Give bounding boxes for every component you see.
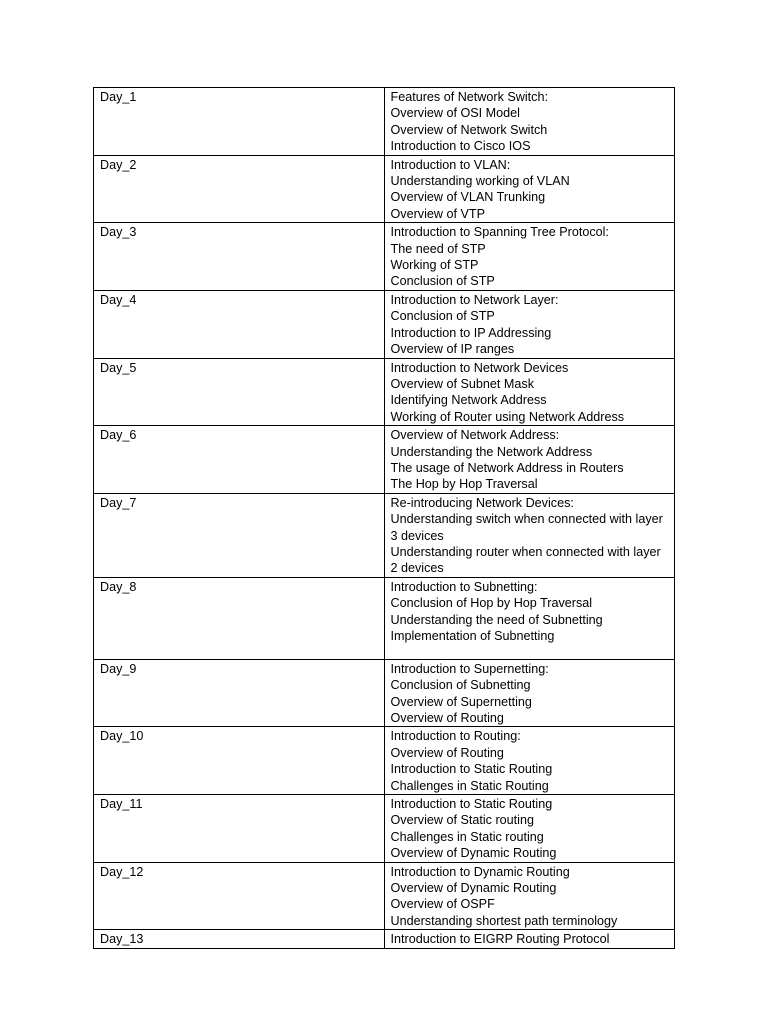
day-label: Day_2 — [100, 157, 137, 172]
day-cell — [94, 795, 385, 863]
topic-line: Overview of VTP — [390, 206, 485, 221]
day-cell — [94, 155, 385, 223]
topics-cell — [384, 493, 675, 577]
topic-line: Conclusion of Subnetting — [390, 678, 531, 693]
topic-line: Introduction to IP Addressing — [390, 325, 552, 340]
topic-line: Introduction to Cisco IOS — [390, 139, 531, 154]
topic-line: Overview of Supernetting — [390, 694, 532, 709]
topic-line: Understanding switch when connected with layer 3 devices — [390, 512, 663, 543]
table-row — [94, 862, 675, 930]
topic-line: Overview of IP ranges — [390, 342, 515, 357]
day-label: Day_10 — [100, 729, 144, 744]
course-schedule-table — [93, 87, 675, 949]
topics-cell — [384, 795, 675, 863]
table-row — [94, 493, 675, 577]
topic-line: Conclusion of Hop by Hop Traversal — [390, 596, 593, 611]
topic-line: Conclusion of STP — [390, 309, 495, 324]
topic-line: Conclusion of STP — [390, 274, 495, 289]
topic-line: Overview of Dynamic Routing — [390, 881, 557, 896]
day-label: Day_11 — [100, 797, 143, 812]
topics-cell — [384, 223, 675, 291]
table-row — [94, 795, 675, 863]
topic-line: Understanding working of VLAN — [390, 174, 570, 189]
schedule-table-body — [94, 88, 675, 949]
table-row — [94, 727, 675, 795]
table-row — [94, 88, 675, 156]
topic-line: Introduction to Subnetting: — [390, 579, 538, 594]
day-cell — [94, 577, 385, 659]
day-cell — [94, 493, 385, 577]
day-cell — [94, 290, 385, 358]
day-cell — [94, 862, 385, 930]
day-cell — [94, 930, 385, 948]
topics-cell — [384, 358, 675, 426]
topic-line: Features of Network Switch: — [390, 90, 548, 104]
day-label: Day_9 — [100, 661, 137, 676]
day-cell — [94, 358, 385, 426]
table-row — [94, 290, 675, 358]
day-label: Day_7 — [100, 495, 137, 510]
topic-line: Challenges in Static Routing — [390, 778, 549, 793]
day-cell — [94, 88, 385, 156]
topic-line: Understanding the Network Address — [390, 444, 593, 459]
topics-cell — [384, 577, 675, 659]
topics-cell — [384, 930, 675, 948]
table-row — [94, 223, 675, 291]
topic-line: Overview of Static routing — [390, 813, 534, 828]
day-label: Day_5 — [100, 360, 137, 375]
table-row — [94, 426, 675, 494]
topic-line: Working of STP — [390, 258, 479, 273]
day-cell — [94, 727, 385, 795]
topic-line: Overview of Network Address: — [390, 428, 560, 443]
topic-line: Overview of VLAN Trunking — [390, 190, 546, 205]
topic-line: Implementation of Subnetting — [390, 629, 555, 643]
topic-line: Introduction to Spanning Tree Protocol: — [390, 225, 609, 240]
topic-line: Overview of OSI Model — [390, 106, 520, 121]
topic-line: Introduction to Network Devices — [390, 360, 569, 375]
topic-line: The need of STP — [390, 241, 486, 256]
topic-line: Introduction to Static Routing — [390, 797, 553, 812]
topic-line: Introduction to Static Routing — [390, 762, 553, 777]
day-cell — [94, 223, 385, 291]
topic-line: Understanding router when connected with layer 2 devices — [390, 544, 661, 576]
topic-line: Understanding shortest path terminology — [390, 913, 618, 928]
topic-line: Introduction to Dynamic Routing — [390, 864, 570, 879]
topic-line: Working of Router using Network Address — [390, 409, 625, 424]
topic-line: Introduction to Supernetting: — [390, 661, 549, 676]
topic-line: Overview of Network Switch — [390, 122, 548, 137]
table-row — [94, 155, 675, 223]
topic-line: Identifying Network Address — [390, 393, 547, 408]
day-label: Day_3 — [100, 225, 137, 240]
topics-cell — [384, 862, 675, 930]
day-cell — [94, 426, 385, 494]
day-label: Day_4 — [100, 292, 137, 307]
topic-line: Introduction to VLAN: — [390, 157, 511, 172]
topic-line: Understanding the need of Subnetting — [390, 612, 603, 627]
topic-line: Introduction to Network Layer: — [390, 292, 559, 307]
topic-line: Challenges in Static routing — [390, 829, 544, 844]
day-cell — [94, 659, 385, 727]
topic-line: Overview of Dynamic Routing — [390, 846, 557, 861]
table-row — [94, 659, 675, 727]
table-row — [94, 358, 675, 426]
topic-line: Overview of Subnet Mask — [390, 376, 534, 391]
topic-line: The usage of Network Address in Routers — [390, 460, 624, 475]
topic-line: Introduction to Routing: — [390, 729, 521, 744]
topics-cell — [384, 727, 675, 795]
topic-line: The Hop by Hop Traversal — [390, 477, 538, 492]
topics-cell — [384, 659, 675, 727]
topic-line: Introduction to EIGRP Routing Protocol — [390, 932, 610, 947]
topic-line: Overview of OSPF — [390, 897, 495, 912]
day-label: Day_6 — [100, 428, 137, 443]
day-label: Day_8 — [100, 579, 137, 594]
topic-line: Overview of Routing — [390, 745, 504, 760]
day-label: Day_1 — [100, 90, 137, 104]
day-label: Day_12 — [100, 864, 144, 879]
table-row — [94, 577, 675, 659]
topics-cell — [384, 426, 675, 494]
topic-line: Overview of Routing — [390, 711, 504, 725]
topics-cell — [384, 290, 675, 358]
table-row — [94, 930, 675, 948]
topics-cell — [384, 155, 675, 223]
day-label: Day_13 — [100, 932, 144, 947]
topic-line: Re-introducing Network Devices: — [390, 495, 574, 510]
topics-cell — [384, 88, 675, 156]
